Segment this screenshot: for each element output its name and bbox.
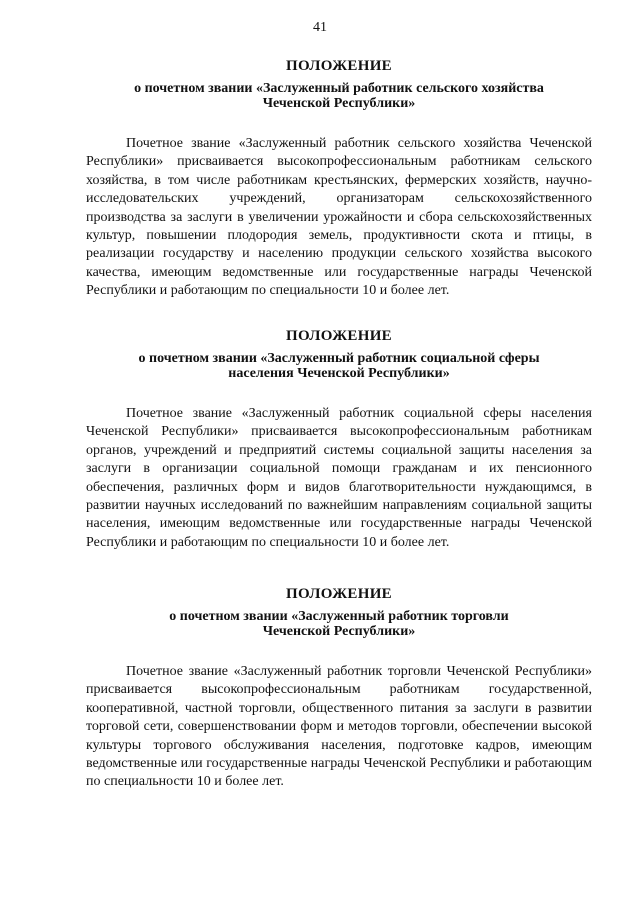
section-heading: ПОЛОЖЕНИЕ [286,328,392,344]
section-heading: ПОЛОЖЕНИЕ [286,586,392,602]
section-body: Почетное звание «Заслуженный работник социальной сферы населения Чеченской Республики» присваивается высокопрофессиональным работникам органов, учреждений и предприятий системы социальной защиты населения за заслуги в организации социальной помощи гражданам и их пенсионного обеспечения, различных форм и видов благотворительности нуждающимся, в развитии научных исследований по важнейшим направлениям социальной защиты населения, имеющим ведомственные или государственные награды Чеченской Республики и работающим по специальности 10 и более лет. [86,406,592,550]
page-number: 41 [313,20,327,35]
section-body: Почетное звание «Заслуженный работник торговли Чеченской Республики» присваивается высокопрофессиональным работникам государственной, кооперативной, частной торговли, общественного питания за заслуги в развитии торговой сети, совершенствовании форм и методов торговли, обеспечении высокой культуры торгового обслуживания населения, подготовке кадров, имеющим ведомственные или государственные награды Чеченской Республики и работающим по специальности 10 и более лет. [86,664,592,790]
section-subheading-line2: Чеченской Республики» [262,624,416,639]
section-subheading-line1: о почетном звании «Заслуженный работник торговли [169,609,509,624]
section-social-sphere [86,328,592,552]
section-subheading-line1: о почетном звании «Заслуженный работник сельского хозяйства [134,81,544,96]
section-body: Почетное звание «Заслуженный работник сельского хозяйства Чеченской Республики» присваивается высокопрофессиональным работникам сельского хозяйства, в том числе работникам крестьянских, фермерских хозяйств, научно-исследовательских учреждений, организаторам сельскохозяйственного производства за заслуги в увеличении урожайности и сбора сельскохозяйственных культур, повышении плодородия земель, продуктивности скота и птицы, в реализации государству и населению продукции сельского хозяйства высокого качества, имеющим ведомственные или государственные награды Чеченской Республики и работающим по специальности 10 и более лет. [86,136,592,299]
section-subheading-line2: населения Чеченской Республики» [228,366,450,381]
section-subheading-line2: Чеченской Республики» [262,96,416,111]
section-subheading-line1: о почетном звании «Заслуженный работник социальной сферы [138,351,540,366]
section-agriculture [86,58,592,301]
section-heading: ПОЛОЖЕНИЕ [286,58,392,74]
section-trade [86,586,592,792]
